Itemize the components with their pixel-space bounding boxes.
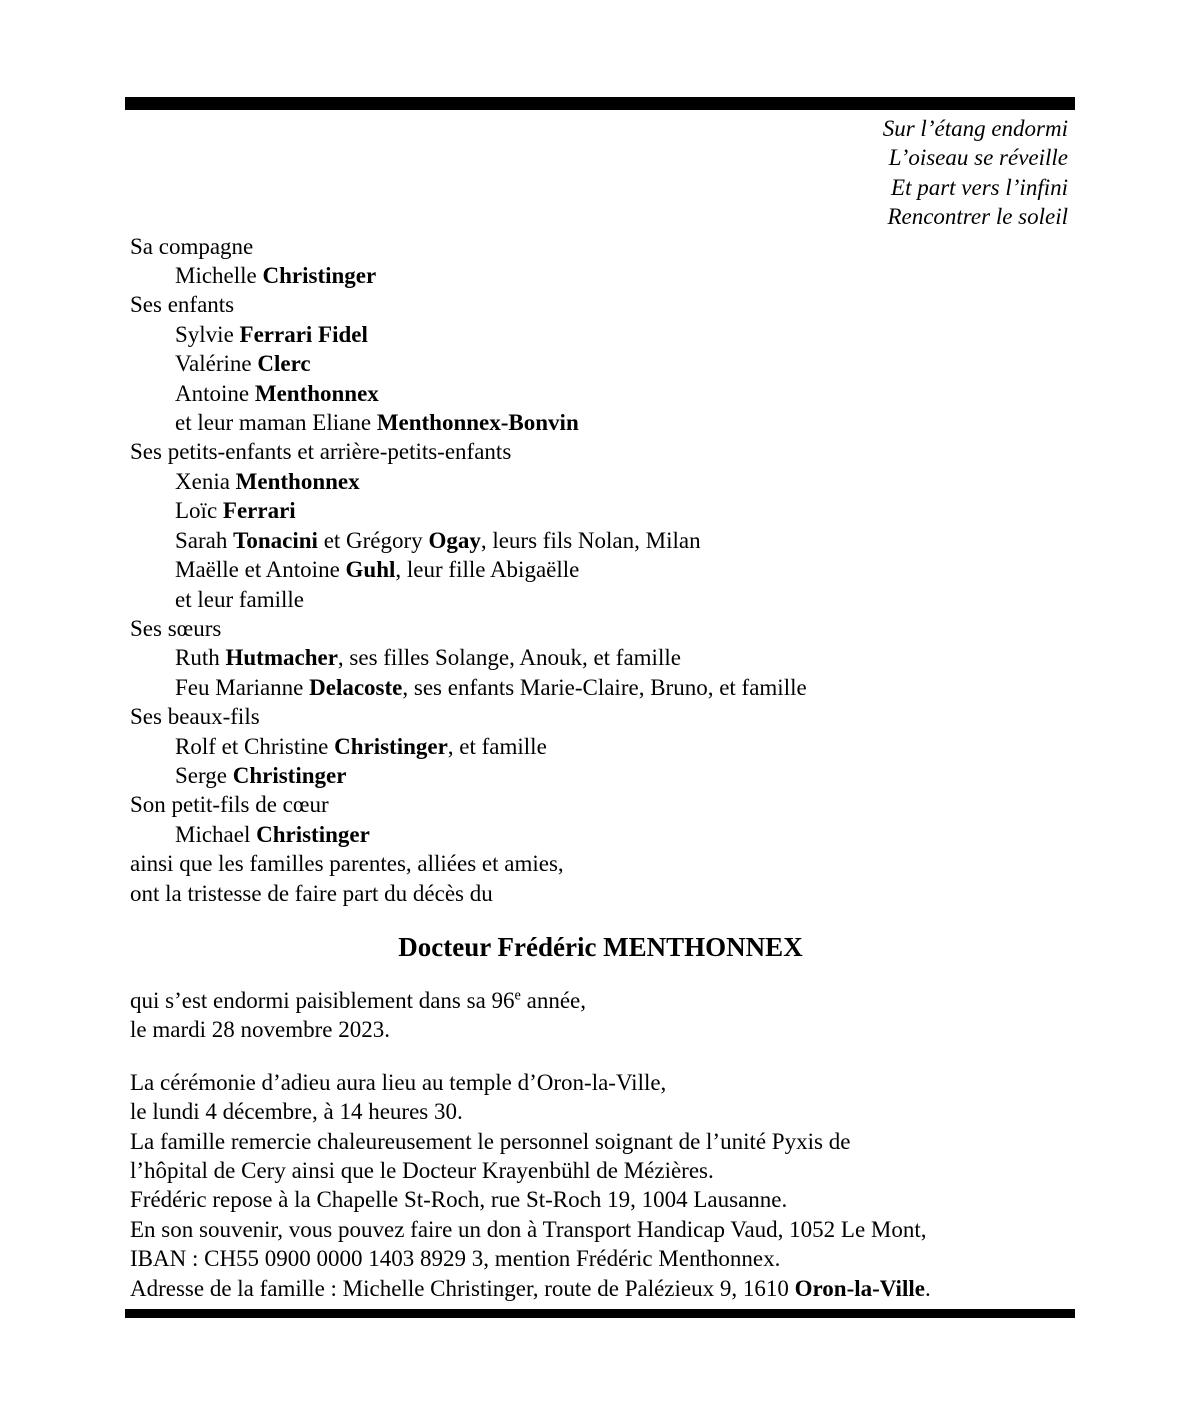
text-line: Maëlle et Antoine Guhl, leur fille Abigaëlle <box>175 557 580 583</box>
text-line: Sa compagne <box>130 233 254 259</box>
text-line: Rolf et Christine Christinger, et famille <box>175 733 547 759</box>
text-line: ainsi que les familles parentes, alliées et amies, <box>130 851 564 877</box>
text-line: Ses enfants <box>130 292 235 318</box>
text-line: Ses petits-enfants et arrière-petits-enfants <box>130 439 512 465</box>
text-line: Michael Christinger <box>175 821 370 847</box>
page-content <box>130 114 1071 1303</box>
death-details <box>130 986 1071 1045</box>
epigraph-poem <box>130 114 1071 232</box>
text-line: qui s’est endormi paisiblement dans sa 96e année, <box>130 987 587 1013</box>
deceased-name: Docteur Frédéric MENTHONNEX <box>398 931 803 962</box>
text-line: La famille remercie chaleureusement le personnel soignant de l’unité Pyxis de <box>130 1128 851 1154</box>
text-line: Loïc Ferrari <box>175 498 296 524</box>
text-line: le mardi 28 novembre 2023. <box>130 1017 390 1043</box>
text-line: et leur maman Eliane Menthonnex-Bonvin <box>175 410 579 436</box>
text-line: Feu Marianne Delacoste, ses enfants Marie-Claire, Bruno, et famille <box>175 674 807 700</box>
text-line: L’oiseau se réveille <box>888 145 1068 171</box>
text-line: Xenia Menthonnex <box>175 468 360 494</box>
text-line: l’hôpital de Cery ainsi que le Docteur Krayenbühl de Mézières. <box>130 1158 714 1183</box>
text-line: Sarah Tonacini et Grégory Ogay, leurs fils Nolan, Milan <box>175 527 701 553</box>
bottom-rule <box>125 1309 1075 1318</box>
text-line: Ses beaux-fils <box>130 704 260 730</box>
text-line: Frédéric repose à la Chapelle St-Roch, rue St-Roch 19, 1004 Lausanne. <box>130 1187 788 1213</box>
text-line: Valérine Clerc <box>175 351 311 377</box>
family-list <box>130 232 1071 908</box>
text-line: IBAN : CH55 0900 0000 1403 8929 3, mention Frédéric Menthonnex. <box>130 1246 781 1272</box>
text-line: le lundi 4 décembre, à 14 heures 30. <box>130 1099 463 1125</box>
text-line: Et part vers l’infini <box>891 174 1068 200</box>
text-line: et leur famille <box>175 586 304 612</box>
text-line: Ruth Hutmacher, ses filles Solange, Anouk, et famille <box>175 645 681 671</box>
ceremony-details <box>130 1068 1071 1303</box>
text-line: La cérémonie d’adieu aura lieu au temple d’Oron-la-Ville, <box>130 1069 667 1095</box>
text-line: Rencontrer le soleil <box>887 204 1068 230</box>
text-line: Sur l’étang endormi <box>882 116 1068 141</box>
text-line: Michelle Christinger <box>175 263 377 289</box>
text-line: Ses sœurs <box>130 615 222 641</box>
text-line: En son souvenir, vous pouvez faire un don à Transport Handicap Vaud, 1052 Le Mont, <box>130 1216 927 1242</box>
text-line: Serge Christinger <box>175 762 347 788</box>
text-line: ont la tristesse de faire part du décès du <box>130 880 493 906</box>
top-rule <box>125 97 1075 110</box>
text-line: Adresse de la famille : Michelle Christinger, route de Palézieux 9, 1610 Oron-la-Ville. <box>130 1275 931 1301</box>
text-line: Sylvie Ferrari Fidel <box>175 321 368 347</box>
text-line: Son petit-fils de cœur <box>130 792 329 818</box>
text-line: Antoine Menthonnex <box>175 380 379 406</box>
